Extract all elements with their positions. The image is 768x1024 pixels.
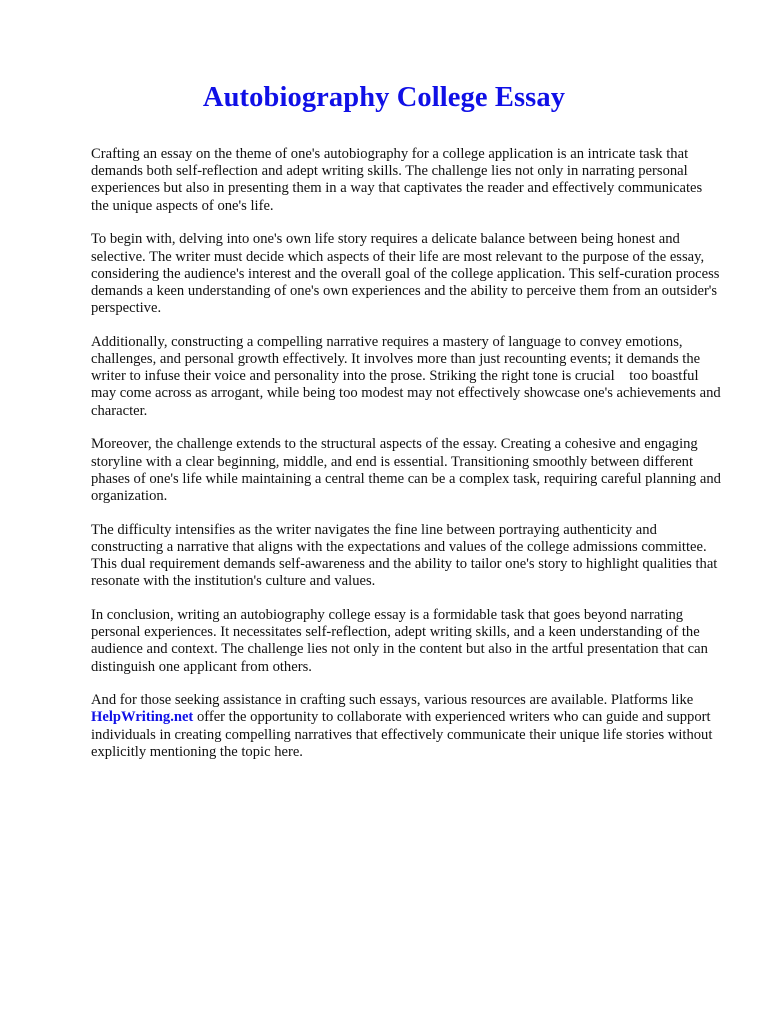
paragraph-conclusion: In conclusion, writing an autobiography college essay is a formidable task that goes beyond narrating personal experiences. It necessitates self-reflection, adept writing skills, and a keen understanding of the audience and context. The challenge lies not only in the content but also in the artful presentation that can distinguish one applicant from others.	[91, 606, 708, 675]
closing-text-before: And for those seeking assistance in crafting such essays, various resources are available. Platforms like	[91, 692, 694, 709]
helpwriting-link[interactable]: HelpWriting.net	[91, 709, 194, 726]
paragraph-difficulty: The difficulty intensifies as the writer navigates the fine line between portraying authenticity and constructing a narrative that aligns with the expectations and values of the college admissions committee. This dual requirement demands self-awareness and the ability to tailor one's story to highlight qualities that resonate with the institution's culture and values.	[91, 521, 718, 590]
paragraph-begin: To begin with, delving into one's own life story requires a delicate balance between being honest and selective. The writer must decide which aspects of their life are most relevant to the purpose of the essay, considering the audience's interest and the overall goal of the college application. This self-curation process demands a keen understanding of one's own experiences and the ability to perceive them from an outsider's perspective.	[91, 231, 720, 317]
closing-text-after: offer the opportunity to collaborate with experienced writers who can guide and support individuals in creating compelling narratives that effectively communicate their unique life stories without explicitly mentioning the topic here.	[91, 709, 713, 760]
essay-body	[91, 146, 723, 778]
paragraph-moreover: Moreover, the challenge extends to the structural aspects of the essay. Creating a cohesive and engaging storyline with a clear beginning, middle, and end is essential. Transitioning smoothly between different phases of one's life while maintaining a central theme can be a complex task, requiring careful planning and organization.	[91, 436, 721, 504]
paragraph-intro: Crafting an essay on the theme of one's autobiography for a college application is an intricate task that demands both self-reflection and adept writing skills. The challenge lies not only in narrating personal experiences but also in presenting them in a way that captivates the reader and effectively communicates the unique aspects of one's life.	[91, 146, 703, 214]
paragraph-closing	[91, 692, 723, 761]
page-title: Autobiography College Essay	[202, 82, 566, 113]
paragraph-additionally: Additionally, constructing a compelling narrative requires a mastery of language to convey emotions, challenges, and personal growth effectively. It involves more than just recounting events; it demands the writer to infuse their voice and personality into the prose. Striking the right tone is crucial too boastful may come across as arrogant, while being too modest may not effectively showcase one's achievements and character.	[91, 333, 725, 419]
